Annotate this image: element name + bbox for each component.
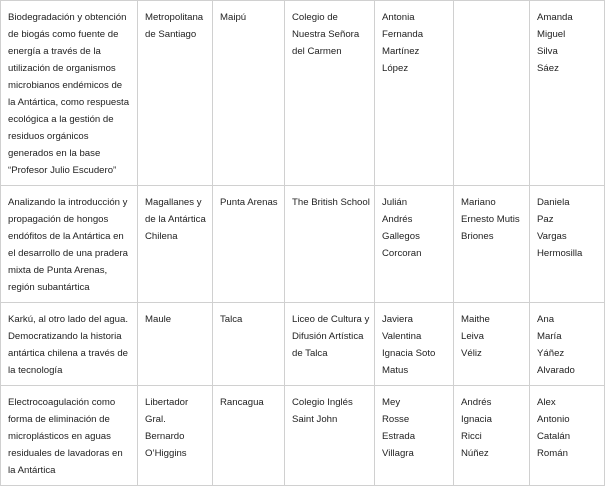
name-line: Véliz xyxy=(461,348,482,359)
region-line: de la Antártica xyxy=(145,214,206,225)
school-line: Colegio Inglés xyxy=(292,397,353,408)
name-line: Julián xyxy=(382,197,408,208)
name-line: Leiva xyxy=(461,331,484,342)
region-line: de Santiago xyxy=(145,29,197,40)
student2-cell xyxy=(454,303,530,386)
region-line: Gral. xyxy=(145,414,166,425)
name-line: Rosse xyxy=(382,414,410,425)
region-line: Magallanes y xyxy=(145,197,202,208)
project-title-cell xyxy=(1,386,138,486)
school-line: Liceo de Cultura y xyxy=(292,314,370,325)
student1-cell xyxy=(375,303,454,386)
school-line: Nuestra Señora xyxy=(292,29,360,40)
name-line: Miguel xyxy=(537,29,566,40)
name-line: Hermosilla xyxy=(537,248,583,259)
name-line: Yáñez xyxy=(537,348,565,359)
region-line: Bernardo xyxy=(145,431,185,442)
commune-cell xyxy=(213,186,285,303)
name-line: Antonia xyxy=(382,12,415,23)
name-line: Daniela xyxy=(537,197,570,208)
region-line: Maule xyxy=(145,314,172,325)
name-line: Alex xyxy=(537,397,556,408)
student1-cell xyxy=(375,386,454,486)
name-line: Javiera xyxy=(382,314,413,325)
table-row xyxy=(1,1,605,186)
student2-cell xyxy=(454,186,530,303)
name-line: María xyxy=(537,331,562,342)
region-cell xyxy=(138,1,213,186)
name-line: Villagra xyxy=(382,448,414,459)
name-line: Ernesto Mutis xyxy=(461,214,520,225)
region-cell xyxy=(138,303,213,386)
name-line: Fernanda xyxy=(382,29,424,40)
project-title: Electrocoagulación como forma de eliminación de microplásticos en aguas residuales de lavadoras en la Antártica xyxy=(8,397,123,476)
project-title-cell xyxy=(1,303,138,386)
commune: Punta Arenas xyxy=(220,197,278,208)
school-line: Saint John xyxy=(292,414,338,425)
school-line: de Talca xyxy=(292,348,328,359)
school-line: Difusión Artística xyxy=(292,331,364,342)
name-line: Mey xyxy=(382,397,401,408)
commune-cell xyxy=(213,1,285,186)
name-line: Ana xyxy=(537,314,555,325)
region-cell xyxy=(138,186,213,303)
project-title-cell xyxy=(1,1,138,186)
school-line: del Carmen xyxy=(292,46,342,57)
region-line: Libertador xyxy=(145,397,189,408)
name-line: Ignacia Soto xyxy=(382,348,436,359)
region-cell xyxy=(138,386,213,486)
student1-cell xyxy=(375,1,454,186)
name-line: Román xyxy=(537,448,568,459)
teacher-cell xyxy=(530,386,605,486)
project-title: Karkú, al otro lado del agua. Democratizando la historia antártica chilena a través de la tecnología xyxy=(8,314,129,376)
name-line: Gallegos xyxy=(382,231,420,242)
school-cell xyxy=(285,186,375,303)
school-cell xyxy=(285,1,375,186)
name-line: Núñez xyxy=(461,448,489,459)
name-line: Catalán xyxy=(537,431,571,442)
name-line: Silva xyxy=(537,46,558,57)
school-line: Colegio de xyxy=(292,12,338,23)
student2-cell xyxy=(454,1,530,186)
name-line: Ignacia xyxy=(461,414,492,425)
commune-cell xyxy=(213,386,285,486)
project-title-cell xyxy=(1,186,138,303)
teacher-cell xyxy=(530,186,605,303)
name-line: Andrés xyxy=(461,397,492,408)
name-line: Estrada xyxy=(382,431,416,442)
name-line: Matus xyxy=(382,365,409,376)
table-row xyxy=(1,186,605,303)
name-line: Ricci xyxy=(461,431,482,442)
project-title: Biodegradación y obtención de biogás como fuente de energía a través de la utilización de organismos microbianos endémicos de la Antártica, como respuesta ecológica a la gestión de residuos orgánicos generados en la base “Profesor Julio Escudero” xyxy=(8,12,130,176)
region-line: Metropolitana xyxy=(145,12,204,23)
name-line: Vargas xyxy=(537,231,567,242)
name-line: Amanda xyxy=(537,12,573,23)
name-line: Alvarado xyxy=(537,365,575,376)
teacher-cell xyxy=(530,1,605,186)
student2-cell xyxy=(454,386,530,486)
name-line: Antonio xyxy=(537,414,570,425)
school-cell xyxy=(285,386,375,486)
name-line: Briones xyxy=(461,231,494,242)
school-line: The British School xyxy=(292,197,370,208)
name-line: Paz xyxy=(537,214,554,225)
name-line: López xyxy=(382,63,409,74)
school-cell xyxy=(285,303,375,386)
student1-cell xyxy=(375,186,454,303)
region-line: Chilena xyxy=(145,231,178,242)
name-line: Martínez xyxy=(382,46,420,57)
teacher-cell xyxy=(530,303,605,386)
commune: Rancagua xyxy=(220,397,264,408)
table-row xyxy=(1,303,605,386)
name-line: Corcoran xyxy=(382,248,422,259)
project-title: Analizando la introducción y propagación de hongos endófitos de la Antártica en el desarrollo de una pradera mixta de Punta Arenas, región subantártica xyxy=(8,197,129,293)
name-line: Maithe xyxy=(461,314,490,325)
commune: Maipú xyxy=(220,12,247,23)
commune: Talca xyxy=(220,314,243,325)
region-line: O’Higgins xyxy=(145,448,187,459)
name-line: Andrés xyxy=(382,214,413,225)
commune-cell xyxy=(213,303,285,386)
name-line: Valentina xyxy=(382,331,422,342)
name-line: Sáez xyxy=(537,63,559,74)
name-line: Mariano xyxy=(461,197,496,208)
table-row xyxy=(1,386,605,486)
